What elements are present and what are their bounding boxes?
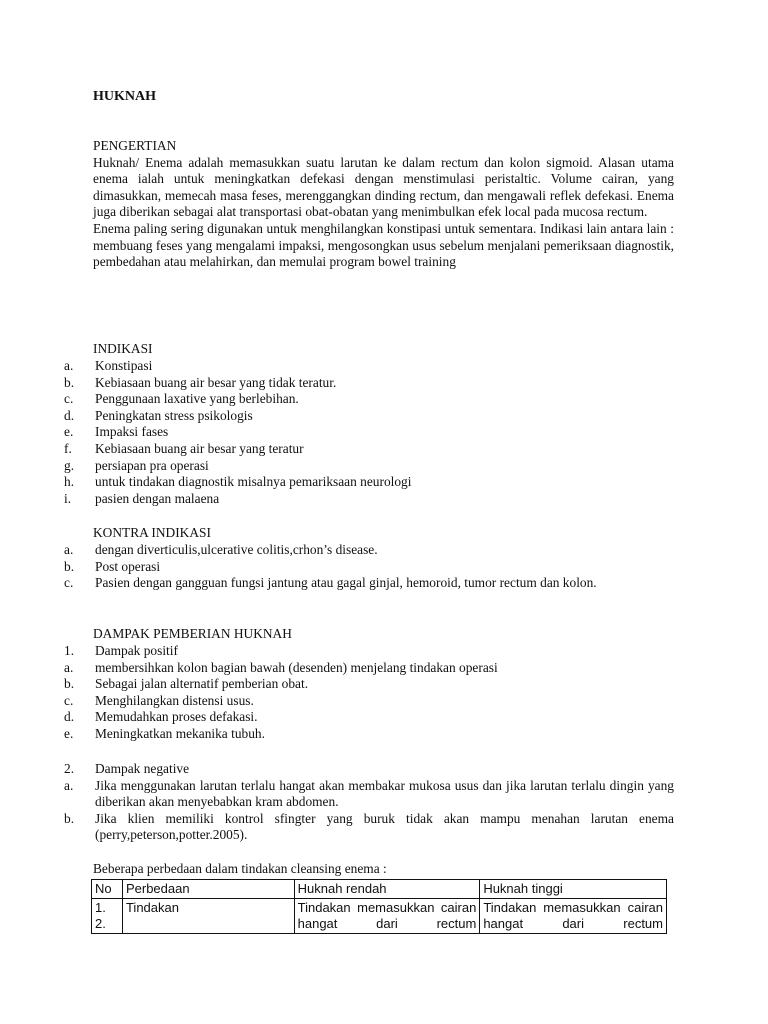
perbedaan-intro: Beberapa perbedaan dalam tindakan cleansing enema : [93, 861, 387, 876]
list-item: b. Post operasi [64, 558, 161, 574]
heading-kontra-indikasi: KONTRA INDIKASI [93, 525, 211, 540]
pengertian-paragraph-2: Enema paling sering digunakan untuk menghilangkan konstipasi untuk sementara. Indikasi lain antara lain : membuang feses yang mengalami impaksi, mengosongkan usus sebelum menjalani pemeriksaan diagnostik, pembedahan atau melahirkan, dan memulai program bowel training [93, 220, 674, 270]
kontra-indikasi-list [64, 542, 674, 592]
list-item: f. Kebiasaan buang air besar yang teratur [64, 440, 304, 456]
list-item: e. Meningkatkan mekanika tubuh. [64, 725, 265, 741]
list-item: i. pasien dengan malaena [64, 490, 220, 506]
dampak-negatif-list [64, 761, 674, 844]
table-cell-no: 1. 2. [92, 899, 123, 934]
list-item: h. untuk tindakan diagnostik misalnya pemariksaan neurologi [64, 474, 412, 490]
list-item: d. Peningkatan stress psikologis [64, 407, 253, 423]
table-header: No [92, 880, 123, 899]
list-item: b. Jika klien memiliki kontrol sfingter yang buruk tidak akan mampu menahan larutan enema (perry,peterson,potter.2005). [64, 810, 674, 843]
perbedaan-table [91, 879, 667, 934]
list-item: b. Sebagai jalan alternatif pemberian obat. [64, 676, 309, 692]
list-item: a. Jika menggunakan larutan terlalu hangat akan membakar mukosa usus dan jika larutan terlalu dingin yang diberikan akan menyebabkan kram abdomen. [64, 777, 674, 810]
table-cell-tinggi: Tindakan memasukkan cairan hangat dari rectum [480, 899, 667, 934]
list-item: a. dengan diverticulis,ulcerative colitis,crhon’s disease. [64, 542, 378, 557]
table-cell-rendah: Tindakan memasukkan cairan hangat dari rectum [294, 899, 480, 934]
section-pengertian [93, 138, 674, 271]
document-title: HUKNAH [93, 89, 156, 104]
list-item: c. Pasien dengan gangguan fungsi jantung atau gagal ginjal, hemoroid, tumor rectum dan kolon. [64, 575, 597, 591]
heading-pengertian: PENGERTIAN [93, 138, 177, 153]
table-header: Huknah rendah [294, 880, 480, 899]
list-item: d. Memudahkan proses defakasi. [64, 709, 258, 725]
list-item: e. Impaksi fases [64, 424, 169, 440]
heading-indikasi: INDIKASI [93, 341, 153, 356]
table-cell-perbedaan: Tindakan [122, 899, 294, 934]
pengertian-paragraph-1: Huknah/ Enema adalah memasukkan suatu larutan ke dalam rectum dan kolon sigmoid. Alasan utama enema ialah untuk meningkatkan defekasi dengan menstimulasi peristaltic. Volume cairan, yang dimasukkan, memecah masa feses, merenggangkan dinding rectum, dan mengawali reflek defekasi. Enema juga diberikan sebagai alat transportasi obat-obatan yang menimbulkan efek local pada mucosa rectum. [93, 154, 674, 220]
list-item: c. Menghilangkan distensi usus. [64, 692, 254, 708]
table-header-row [92, 880, 667, 899]
table-header: Perbedaan [122, 880, 294, 899]
list-item: a. membersihkan kolon bagian bawah (desenden) menjelang tindakan operasi [64, 659, 498, 675]
list-item: 2. Dampak negative [64, 761, 190, 776]
list-item: g. persiapan pra operasi [64, 457, 209, 473]
list-item: c. Penggunaan laxative yang berlebihan. [64, 391, 299, 407]
dampak-positif-list [64, 643, 674, 743]
heading-dampak: DAMPAK PEMBERIAN HUKNAH [93, 626, 292, 641]
table-header: Huknah tinggi [480, 880, 667, 899]
indikasi-list [64, 358, 674, 507]
list-item: 1. Dampak positif [64, 643, 178, 658]
table-row [92, 899, 667, 934]
list-item: b. Kebiasaan buang air besar yang tidak teratur. [64, 374, 337, 390]
list-item: a. Konstipasi [64, 358, 153, 373]
